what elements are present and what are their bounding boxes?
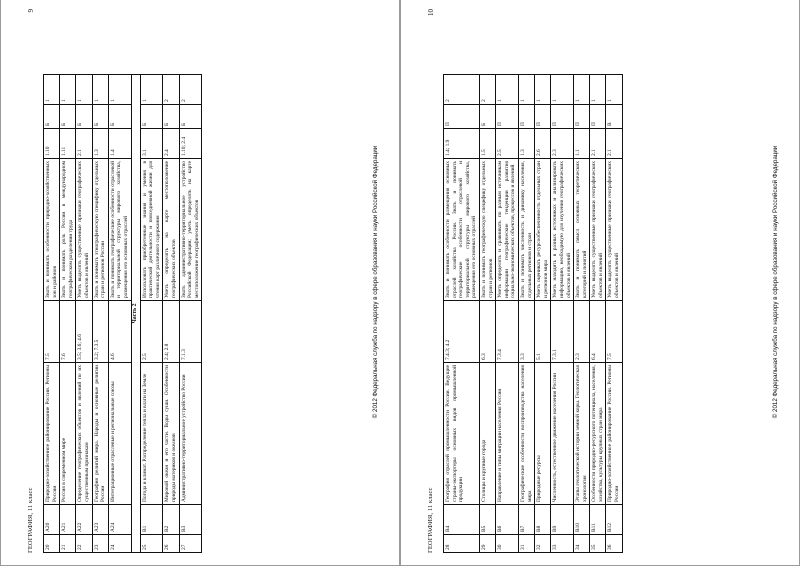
cell-difficulty-level: П <box>444 105 480 129</box>
cell-max-points: 1 <box>76 75 92 105</box>
cell-row-number: 28 <box>444 535 480 553</box>
cell-requirement: Знать и понимать численность и динамику населения, отдельных регионов и стран <box>518 159 534 301</box>
cell-task-code: A20 <box>44 505 60 535</box>
table-row <box>163 75 179 553</box>
cell-requirement-code: 2.3 <box>551 129 574 159</box>
cell-max-points: 2 <box>163 75 179 105</box>
cell-row-number: 29 <box>479 535 495 553</box>
cell-row-number: 33 <box>551 535 574 553</box>
cell-max-points: 1 <box>518 75 534 105</box>
cell-max-points: 2 <box>179 75 202 105</box>
spec-table-page-10 <box>443 74 623 553</box>
cell-requirement-code: 2.1 <box>590 129 606 159</box>
cell-topic: Определение географических объектов и явлений по их существенным признакам <box>76 363 92 505</box>
cell-task-code: B7 <box>518 505 534 535</box>
cell-content-code: 4.6 <box>108 301 131 363</box>
cell-difficulty-level: Б <box>140 105 163 129</box>
cell-topic: Природные ресурсы <box>535 363 551 505</box>
cell-row-number: 20 <box>44 535 60 553</box>
spec-table-page-9 <box>43 74 202 553</box>
cell-difficulty-level: П <box>496 105 519 129</box>
cell-task-code: B6 <box>496 505 519 535</box>
cell-difficulty-level: Б <box>163 105 179 129</box>
cell-difficulty-level: П <box>518 105 534 129</box>
cell-difficulty-level: П <box>535 105 551 129</box>
cell-topic: География религий мира. Народы и основные религии России <box>92 363 108 505</box>
table-row <box>479 75 495 553</box>
cell-difficulty-level: П <box>551 105 574 129</box>
cell-content-code: 2.4; 2.8 <box>163 301 179 363</box>
cell-task-code: B1 <box>140 505 163 535</box>
cell-topic: Численность, естественное движение населения России <box>551 363 574 505</box>
cell-row-number: 27 <box>179 535 202 553</box>
cell-difficulty-level: Б <box>60 105 76 129</box>
cell-requirement: Знать и понимать географические особенности отраслевой и территориальной структуры мирового хозяйства, размещения его основных отраслей <box>108 159 131 301</box>
cell-topic: География отраслей промышленности России. Ведущие страны-экспортеры основных видов промышленной продукции <box>444 363 480 505</box>
cell-content-code: 7.6 <box>60 301 76 363</box>
page-9 <box>1 0 399 565</box>
cell-difficulty-level: В <box>606 105 622 129</box>
cell-requirement: Знать и понимать смысл основных теоретических категорий и понятий <box>574 159 590 301</box>
cell-requirement-code: 1.11 <box>60 129 76 159</box>
cell-topic: Географические особенности воспроизводства населения мира <box>518 363 534 505</box>
cell-max-points: 2 <box>444 75 480 105</box>
cell-requirement-code: 1.1 <box>574 129 590 159</box>
cell-row-number: 23 <box>92 535 108 553</box>
cell-requirement: Уметь выделять существенные признаки географических объектов и явлений <box>76 159 92 301</box>
cell-max-points: 1 <box>590 75 606 105</box>
table-row <box>60 75 76 553</box>
cell-requirement-code: 1.4; 1.9 <box>444 129 480 159</box>
cell-requirement: Уметь оценивать ресурсообеспеченность отдельных стран и регионов мира <box>535 159 551 301</box>
cell-max-points: 1 <box>574 75 590 105</box>
cell-content-code: 7.4.3; 4.2 <box>444 301 480 363</box>
table-row <box>44 75 60 553</box>
cell-content-code: 2.3 <box>574 301 590 363</box>
table-row <box>574 75 590 553</box>
cell-row-number: 25 <box>140 535 163 553</box>
table-row <box>496 75 519 553</box>
cell-content-code: 7.3.1 <box>551 301 574 363</box>
cell-task-code: B10 <box>574 505 590 535</box>
cell-row-number: 30 <box>496 535 519 553</box>
cell-topic: Природно-хозяйственное районирование России. Регионы России <box>606 363 622 505</box>
cell-requirement-code: 1.3 <box>518 129 534 159</box>
cell-row-number: 21 <box>60 535 76 553</box>
cell-topic: Мировой океан и его части. Воды суши. Особенности природы материков и океанов <box>163 363 179 505</box>
cell-content-code: 7.5 <box>44 301 60 363</box>
cell-content-code: 7.3.4 <box>496 301 519 363</box>
cell-difficulty-level: Б <box>92 105 108 129</box>
cell-max-points: 1 <box>140 75 163 105</box>
cell-row-number: 34 <box>574 535 590 553</box>
cell-content-code: 7.5 <box>606 301 622 363</box>
table-row <box>590 75 606 553</box>
cell-task-code: B3 <box>179 505 202 535</box>
cell-task-code: B11 <box>590 505 606 535</box>
cell-requirement: Уметь определять и сравнивать по разным источникам информации географические тенденции развития социально-экономических объектов, процессов и явлений <box>496 159 519 301</box>
cell-topic: Направление и типы миграции населения России <box>496 363 519 505</box>
page-10 <box>401 0 799 565</box>
cell-task-code: A24 <box>108 505 131 535</box>
cell-difficulty-level: П <box>574 105 590 129</box>
part-2-label: Часть 2 <box>131 75 140 553</box>
cell-max-points: 1 <box>551 75 574 105</box>
cell-requirement-code: 2.1 <box>606 129 622 159</box>
cell-difficulty-level: Б <box>108 105 131 129</box>
page-footer: © 2012 Федеральная служба по надзору в сфере образования и науки Российской Федерации <box>772 145 779 419</box>
cell-row-number: 31 <box>518 535 534 553</box>
cell-difficulty-level: П <box>590 105 606 129</box>
cell-task-code: B4 <box>444 505 480 535</box>
table-row <box>551 75 574 553</box>
cell-requirement-code: 1.4 <box>108 129 131 159</box>
cell-task-code: B8 <box>535 505 551 535</box>
cell-max-points: 1 <box>92 75 108 105</box>
cell-requirement: Знать и понимать особенности природно-хозяйственных зон и районов <box>44 159 60 301</box>
cell-content-code: 6.3 <box>479 301 495 363</box>
cell-difficulty-level: Б <box>179 105 202 129</box>
cell-task-code: B2 <box>163 505 179 535</box>
table-row <box>444 75 480 553</box>
cell-requirement: Уметь находить в разных источниках и анализировать информацию, необходимую для изучения географических объектов и явлений <box>551 159 574 301</box>
cell-content-code: 3.3 <box>518 301 534 363</box>
cell-task-code: B9 <box>551 505 574 535</box>
cell-requirement-code: 3.1 <box>140 129 163 159</box>
cell-task-code: A23 <box>92 505 108 535</box>
cell-topic: Погода и климат. Распределение тепла и влаги на Земле <box>140 363 163 505</box>
cell-requirement-code: 2.1 <box>76 129 92 159</box>
cell-topic: Столицы и крупные города <box>479 363 495 505</box>
cell-requirement-code: 1.10; 2.4 <box>179 129 202 159</box>
cell-task-code: A22 <box>76 505 92 535</box>
cell-requirement: Использовать приобретенные знания и умения в практической деятельности и повседневной жизни для чтения карт различного содержания <box>140 159 163 301</box>
cell-topic: Особенности природно-ресурсного потенциала, населения, хозяйства, культуры крупных стран мира <box>590 363 606 505</box>
cell-difficulty-level: Б <box>479 105 495 129</box>
page-header: ГЕОГРАФИЯ, 11 класс <box>27 487 34 553</box>
cell-content-code: 6.4 <box>590 301 606 363</box>
cell-max-points: 1 <box>535 75 551 105</box>
cell-requirement: Уметь выделять существенные признаки географических объектов и явлений <box>606 159 622 301</box>
cell-row-number: 26 <box>163 535 179 553</box>
cell-max-points: 1 <box>44 75 60 105</box>
cell-content-code: 5.1 <box>535 301 551 363</box>
cell-task-code: B5 <box>479 505 495 535</box>
cell-content-code: 3.5; 3.6; 4.6 <box>76 301 92 363</box>
cell-requirement-code: 1.10 <box>44 129 60 159</box>
table-row <box>179 75 202 553</box>
table-row <box>140 75 163 553</box>
cell-topic: Административно-территориальное устройство России <box>179 363 202 505</box>
cell-requirement: Знать административно-территориальное устройство Российской Федерации; уметь определять на карте местоположение географических объектов <box>179 159 202 301</box>
cell-requirement: Уметь выделять существенные признаки географических объектов и явлений <box>590 159 606 301</box>
table-row <box>108 75 131 553</box>
table-row <box>518 75 534 553</box>
part-2-heading-row <box>131 75 140 553</box>
cell-requirement: Знать и понимать географическую специфику отдельных стран и регионов <box>479 159 495 301</box>
table-row <box>535 75 551 553</box>
cell-difficulty-level: Б <box>44 105 60 129</box>
cell-requirement: Знать и понимать особенности размещения основных отраслей хозяйства России. Знать и понимать географические особенности отраслевой и территориальной структуры мирового хозяйства, размещения его основных отраслей <box>444 159 480 301</box>
cell-requirement-code: 1.5 <box>479 129 495 159</box>
cell-topic: Россия в современном мире <box>60 363 76 505</box>
cell-max-points: 1 <box>606 75 622 105</box>
cell-requirement: Знать и понимать роль России в международном географическом разделении труда <box>60 159 76 301</box>
cell-max-points: 2 <box>479 75 495 105</box>
page-number: 9 <box>27 9 35 13</box>
cell-row-number: 24 <box>108 535 131 553</box>
cell-requirement-code: 2.5 <box>496 129 519 159</box>
cell-requirement: Знать и понимать этнографическую специфику отдельных стран и регионов России <box>92 159 108 301</box>
table-row <box>92 75 108 553</box>
cell-content-code: 2.5 <box>140 301 163 363</box>
cell-content-code: 3.2; 7.3.5 <box>92 301 108 363</box>
cell-task-code: B12 <box>606 505 622 535</box>
page-footer: © 2012 Федеральная служба по надзору в сфере образования и науки Российской Федерации <box>372 145 379 419</box>
cell-topic: Природно-хозяйственное районирование России. Регионы России <box>44 363 60 505</box>
cell-max-points: 1 <box>108 75 131 105</box>
cell-difficulty-level: Б <box>76 105 92 129</box>
cell-requirement-code: 2.6 <box>535 129 551 159</box>
cell-topic: Этапы геологической истории земной коры. Геологическая хронология <box>574 363 590 505</box>
cell-task-code: A21 <box>60 505 76 535</box>
cell-row-number: 36 <box>606 535 622 553</box>
table-row <box>606 75 622 553</box>
cell-requirement: Уметь определять на карте местоположение географических объектов <box>163 159 179 301</box>
table-row <box>76 75 92 553</box>
page-header: ГЕОГРАФИЯ, 11 класс <box>427 487 434 553</box>
cell-content-code: 7.1.3 <box>179 301 202 363</box>
page-number: 10 <box>427 9 435 16</box>
cell-requirement-code: 2.4 <box>163 129 179 159</box>
cell-row-number: 35 <box>590 535 606 553</box>
cell-row-number: 32 <box>535 535 551 553</box>
cell-row-number: 22 <box>76 535 92 553</box>
cell-max-points: 1 <box>60 75 76 105</box>
cell-topic: Интеграционные отраслевые и региональные союзы <box>108 363 131 505</box>
cell-requirement-code: 1.3 <box>92 129 108 159</box>
cell-max-points: 1 <box>496 75 519 105</box>
